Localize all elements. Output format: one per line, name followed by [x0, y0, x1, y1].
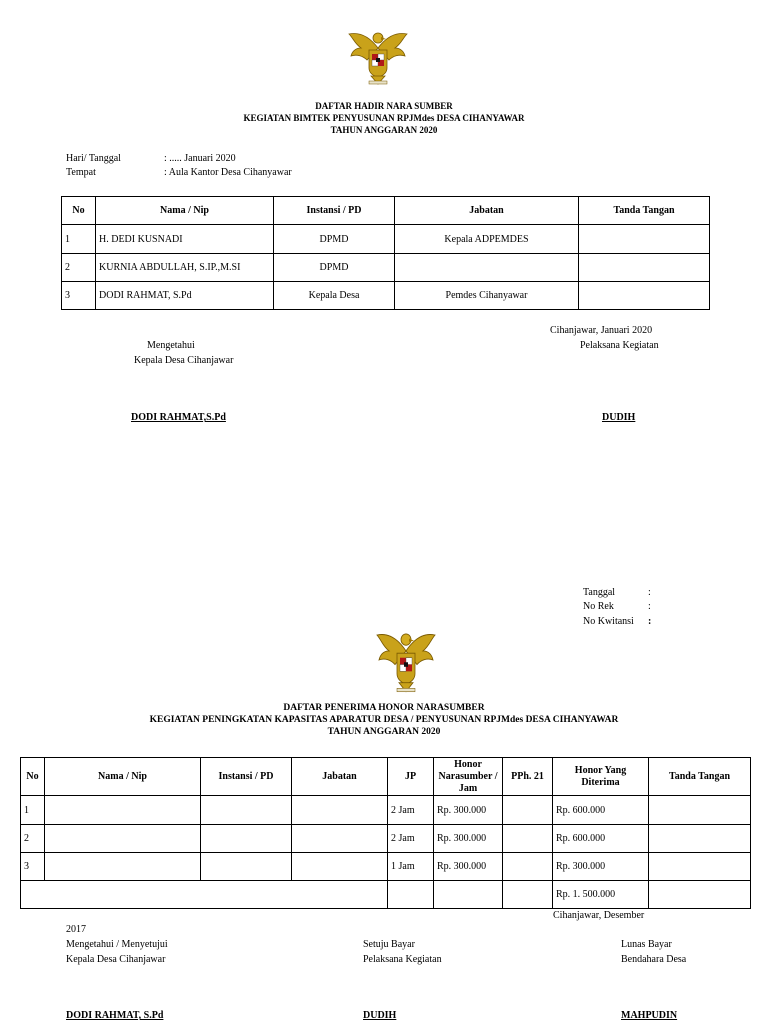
doc1-cell-jabatan: Kepala ADPEMDES	[395, 225, 579, 254]
doc2-total-blank	[21, 881, 388, 909]
doc2-cell-signature	[649, 825, 751, 853]
doc1-cell-nama: H. DEDI KUSNADI	[96, 225, 274, 254]
doc2-cell-honor-diterima: Rp. 600.000	[553, 796, 649, 825]
doc2-cell-nama	[45, 796, 201, 825]
doc1-cell-no: 1	[62, 225, 96, 254]
doc1-th-nama: Nama / Nip	[96, 197, 274, 225]
doc2-th-honor-diterima: Honor Yang Diterima	[553, 758, 649, 796]
doc2-th-jabatan: Jabatan	[292, 758, 388, 796]
doc2-honor-table	[20, 757, 751, 909]
doc1-hari-value: : ..... Januari 2020	[164, 153, 236, 164]
doc1-title-line-1: DAFTAR HADIR NARA SUMBER	[315, 101, 453, 111]
doc2-col1-line2: Kepala Desa Cihanjawar	[66, 954, 166, 965]
doc2-col3-line1: Lunas Bayar	[621, 939, 672, 950]
doc1-tempat-label: Tempat	[66, 167, 96, 178]
doc1-th-instansi: Instansi / PD	[274, 197, 395, 225]
doc2-title-line-3: TAHUN ANGGARAN 2020	[327, 727, 441, 737]
doc1-hari-label: Hari/ Tanggal	[66, 153, 121, 164]
doc2-cell-jp: 2 Jam	[388, 825, 434, 853]
doc2-th-no: No	[21, 758, 45, 796]
doc1-cell-instansi: Kepala Desa	[274, 282, 395, 310]
doc1-cell-signature	[579, 225, 710, 254]
doc1-pelaksana: Pelaksana Kegiatan	[580, 340, 659, 351]
doc2-cell-jp: 2 Jam	[388, 796, 434, 825]
doc1-right-signer-name: DUDIH	[602, 412, 636, 423]
doc2-cell-pph	[503, 796, 553, 825]
doc2-cell-honor-jam: Rp. 300.000	[434, 825, 503, 853]
doc2-cell-jabatan	[292, 853, 388, 881]
doc2-th-honor-jam: Honor Narasumber / Jam	[434, 758, 503, 796]
doc2-meta-nokwitansi-label: No Kwitansi	[583, 616, 634, 627]
doc1-th-jabatan: Jabatan	[395, 197, 579, 225]
doc1-cell-nama: DODI RAHMAT, S.Pd	[96, 282, 274, 310]
doc2-cell-jp: 1 Jam	[388, 853, 434, 881]
doc2-th-nama: Nama / Nip	[45, 758, 201, 796]
doc2-cell-honor-jam: Rp. 300.000	[434, 853, 503, 881]
doc2-th-tanda-tangan: Tanda Tangan	[649, 758, 751, 796]
doc1-cell-jabatan	[395, 254, 579, 282]
doc2-meta-norek-sep: :	[648, 601, 651, 612]
doc1-cell-instansi: DPMD	[274, 225, 395, 254]
doc2-cell-instansi	[201, 796, 292, 825]
doc1-attendance-table	[61, 196, 710, 310]
doc2-meta-tanggal-label: Tanggal	[583, 587, 616, 598]
doc1-mengetahui: Mengetahui	[147, 340, 195, 351]
doc2-title-line-1: DAFTAR PENERIMA HONOR NARASUMBER	[283, 703, 485, 713]
doc2-cell-no: 2	[21, 825, 45, 853]
doc2-cell-honor-diterima: Rp. 300.000	[553, 853, 649, 881]
doc2-cell-honor-diterima: Rp. 600.000	[553, 825, 649, 853]
garuda-emblem-icon	[345, 26, 411, 86]
doc2-signer-name-2: DUDIH	[363, 1010, 397, 1021]
doc2-col2-line2: Pelaksana Kegiatan	[363, 954, 442, 965]
doc1-cell-signature	[579, 282, 710, 310]
doc2-place-date: Cihanjawar, Desember	[553, 910, 645, 921]
doc2-cell-instansi	[201, 825, 292, 853]
doc2-th-instansi: Instansi / PD	[201, 758, 292, 796]
doc1-cell-nama: KURNIA ABDULLAH, S.IP.,M.SI	[96, 254, 274, 282]
doc2-col3-line2: Bendahara Desa	[621, 954, 687, 965]
doc1-kepala-desa: Kepala Desa Cihanjawar	[134, 355, 234, 366]
doc2-total-jp	[388, 881, 434, 909]
doc2-cell-pph	[503, 825, 553, 853]
table-row	[62, 225, 710, 254]
doc2-cell-no: 1	[21, 796, 45, 825]
doc2-col2-line1: Setuju Bayar	[363, 939, 415, 950]
doc2-signer-name-3: MAHPUDIN	[621, 1010, 678, 1021]
doc1-cell-signature	[579, 254, 710, 282]
doc2-col1-line1: Mengetahui / Menyetujui	[66, 939, 168, 950]
doc2-th-pph: PPh. 21	[503, 758, 553, 796]
doc2-signer-name-1: DODI RAHMAT, S.Pd	[66, 1010, 164, 1021]
doc2-total-pph	[503, 881, 553, 909]
doc1-tempat-value: : Aula Kantor Desa Cihanyawar	[164, 167, 292, 178]
doc1-cell-no: 2	[62, 254, 96, 282]
doc2-meta-norek-label: No Rek	[583, 601, 614, 612]
doc2-total-row	[21, 881, 751, 909]
doc2-title-line-2: KEGIATAN PENINGKATAN KAPASITAS APARATUR DESA / PENYUSUNAN RPJMdes DESA CIHANYAWAR	[149, 715, 619, 725]
doc1-th-tanda-tangan: Tanda Tangan	[579, 197, 710, 225]
doc1-title	[0, 100, 768, 136]
doc2-cell-instansi	[201, 853, 292, 881]
doc1-left-signer-name: DODI RAHMAT,S.Pd	[131, 412, 226, 423]
doc2-cell-nama	[45, 825, 201, 853]
doc2-cell-jabatan	[292, 796, 388, 825]
garuda-emblem-icon	[373, 626, 439, 694]
table-row	[21, 825, 751, 853]
doc1-th-no: No	[62, 197, 96, 225]
doc1-table-header	[62, 197, 710, 225]
doc2-total-honor-jam	[434, 881, 503, 909]
table-row	[21, 796, 751, 825]
doc2-cell-pph	[503, 853, 553, 881]
doc2-cell-signature	[649, 796, 751, 825]
doc2-cell-honor-jam: Rp. 300.000	[434, 796, 503, 825]
table-row	[62, 254, 710, 282]
doc2-total-signature	[649, 881, 751, 909]
doc2-title	[0, 702, 768, 738]
doc1-title-line-3: TAHUN ANGGARAN 2020	[330, 125, 438, 135]
doc2-cell-no: 3	[21, 853, 45, 881]
table-row	[62, 282, 710, 310]
doc2-meta-nokwitansi-sep: :	[648, 616, 652, 627]
doc2-cell-signature	[649, 853, 751, 881]
doc1-cell-jabatan: Pemdes Cihanyawar	[395, 282, 579, 310]
doc1-place-date: Cihanjawar, Januari 2020	[550, 325, 653, 336]
doc1-title-line-2: KEGIATAN BIMTEK PENYUSUNAN RPJMdes DESA CIHANYAWAR	[243, 113, 525, 123]
doc2-total-value: Rp. 1. 500.000	[553, 881, 649, 909]
doc2-year: 2017	[66, 924, 86, 935]
doc1-cell-no: 3	[62, 282, 96, 310]
doc2-table-header	[21, 758, 751, 796]
doc1-cell-instansi: DPMD	[274, 254, 395, 282]
doc2-cell-jabatan	[292, 825, 388, 853]
doc2-cell-nama	[45, 853, 201, 881]
table-row	[21, 853, 751, 881]
doc2-meta-tanggal-sep: :	[648, 587, 651, 598]
doc2-th-jp: JP	[388, 758, 434, 796]
